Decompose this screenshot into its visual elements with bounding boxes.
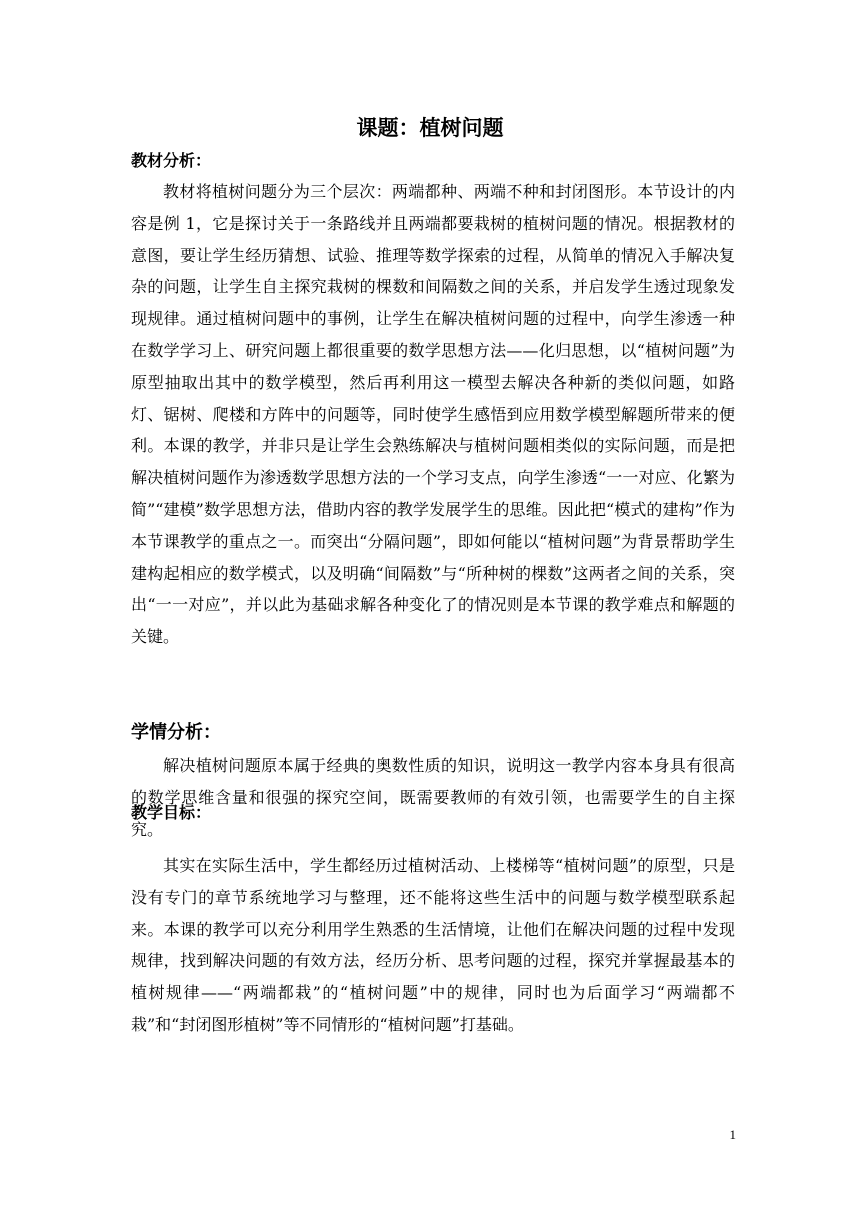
section-heading-teaching-goals: 教学目标： [131, 803, 212, 822]
paragraph-student-analysis-2: 其实在实际生活中，学生都经历过植树活动、上楼梯等“植树问题”的原型，只是没有专门的章节系统地学习与整理，还不能将这些生活中的问题与数学模型联系起来。本课的教学可以充分利用学生熟悉的生活情境，让他们在解决问题的过程中发现规律，找到解决问题的有效方法，经历分析、思考问题的过程，探究并掌握最基本的植树规律——“两端都栽”的“植树问题”中的规律，同时也为后面学习“两端都不栽”和“封闭图形植树”等不同情形的“植树问题”打基础。 [131, 856, 735, 1034]
section-heading-student-analysis: 学情分析： [131, 722, 221, 743]
paragraph-student-analysis-1: 解决植树问题原本属于经典的奥数性质的知识，说明这一教学内容本身具有很高的数学思维含量和很强的探究空间，既需要教师的有效引领，也需要学生的自主探究。 [131, 756, 735, 839]
section-heading-textbook-analysis: 教材分析： [131, 151, 212, 170]
document-title: 课题：植树问题 [356, 116, 504, 140]
page-number: 1 [729, 1127, 736, 1142]
paragraph-textbook-analysis: 教材将植树问题分为三个层次：两端都种、两端不种和封闭图形。本节设计的内容是例 1，它是探讨关于一条路线并且两端都要栽树的植树问题的情况。根据教材的意图，要让学生经历猜想、试验、推理等数学探索的过程，从简单的情况入手解决复杂的问题，让学生自主探究栽树的棵数和间隔数之间的关系，并启发学生透过现象发现规律。通过植树问题中的事例，让学生在解决植树问题的过程中，向学生渗透一种在数学学习上、研究问题上都很重要的数学思想方法——化归思想，以“植树问题”为原型抽取出其中的数学模型，然后再利用这一模型去解决各种新的类似问题，如路灯、锯树、爬楼和方阵中的问题等，同时使学生感悟到应用数学模型解题所带来的便利。本课的教学，并非只是让学生会熟练解决与植树问题相类似的实际问题，而是把解决植树问题作为渗透数学思想方法的一个学习支点，向学生渗透“一一对应、化繁为简”“建模”数学思想方法，借助内容的教学发展学生的思维。因此把“模式的建构”作为本节课教学的重点之一。而突出“分隔问题”，即如何能以“植树问题”为背景帮助学生建构起相应的数学模式，以及明确“间隔数”与“所种树的棵数”这两者之间的关系，突出“一一对应”，并以此为基础求解各种变化了的情况则是本节课的教学难点和解题的关键。 [131, 182, 735, 647]
